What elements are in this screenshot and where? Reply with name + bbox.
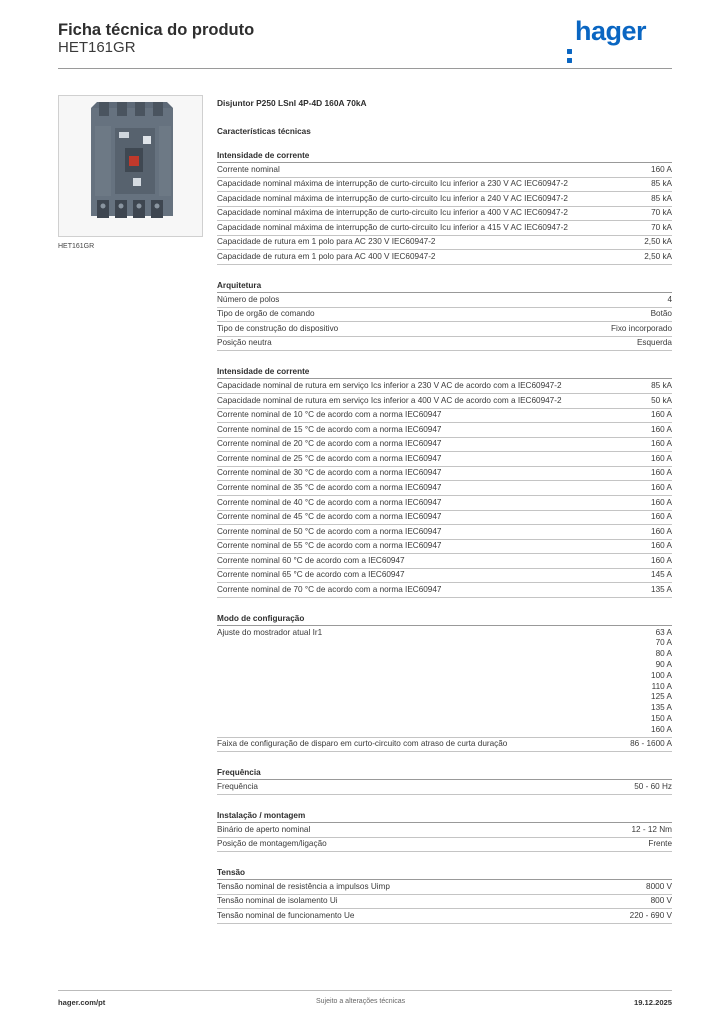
footer-date: 19.12.2025	[633, 998, 672, 1007]
spec-label: Corrente nominal 65 °C de acordo com a IEC60947	[217, 570, 405, 580]
spec-value	[651, 556, 672, 567]
section-title: Arquitetura	[217, 279, 672, 293]
spec-label: Capacidade nominal de rutura em serviço Ics inferior a 400 V AC de acordo com a IEC60947-2	[217, 395, 562, 405]
spec-value-item: 135 A	[651, 703, 672, 713]
spec-value	[651, 896, 672, 907]
spec-value-item: 85 kA	[651, 380, 672, 390]
spec-row	[217, 192, 672, 207]
spec-value-item: 85 kA	[651, 179, 672, 189]
spec-label: Corrente nominal de 70 °C de acordo com a norma IEC60947	[217, 585, 442, 595]
product-code: HET161GR	[58, 39, 136, 56]
spec-row	[217, 236, 672, 251]
spec-value	[651, 570, 672, 581]
spec-label: Capacidade nominal máxima de interrupção de curto-circuito Icu inferior a 240 V AC IEC60947-2	[217, 193, 568, 203]
spec-label: Corrente nominal de 55 °C de acordo com a norma IEC60947	[217, 541, 442, 551]
spec-value-item: 70 kA	[651, 208, 672, 218]
spec-row	[217, 511, 672, 526]
spec-value	[634, 782, 672, 793]
logo-text: hager	[575, 16, 647, 46]
spec-label: Faixa de configuração de disparo em curto-circuito com atraso de curta duração	[217, 739, 508, 749]
spec-row	[217, 583, 672, 598]
spec-row	[217, 163, 672, 178]
spec-label: Corrente nominal	[217, 164, 280, 174]
spec-value-item: 160 A	[651, 164, 672, 174]
product-name: Disjuntor P250 LSnI 4P-4D 160A 70kA	[217, 98, 367, 108]
spec-row	[217, 250, 672, 265]
spec-value-item: 70 A	[655, 638, 672, 648]
spec-value-item: 160 A	[651, 497, 672, 507]
spec-sections	[217, 149, 672, 924]
spec-value	[651, 396, 672, 407]
spec-value-item: 150 A	[651, 714, 672, 723]
spec-label: Capacidade nominal de rutura em serviço Ics inferior a 230 V AC de acordo com a IEC60947-2	[217, 380, 562, 390]
characteristics-title: Características técnicas	[217, 127, 311, 136]
spec-value-item: Botão	[650, 309, 672, 319]
spec-row	[217, 178, 672, 193]
spec-row	[217, 467, 672, 482]
spec-value-item: 85 kA	[651, 193, 672, 203]
spec-value	[648, 839, 672, 850]
spec-value	[644, 237, 672, 248]
spec-value-item: 160 A	[651, 453, 672, 463]
spec-row	[217, 481, 672, 496]
image-caption: HET161GR	[58, 243, 95, 250]
spec-section	[217, 809, 672, 852]
spec-value	[630, 911, 672, 922]
spec-value	[651, 179, 672, 190]
spec-row	[217, 569, 672, 584]
spec-value	[651, 410, 672, 421]
spec-content	[217, 96, 672, 924]
spec-value	[651, 483, 672, 494]
spec-label: Tensão nominal de isolamento Ui	[217, 896, 338, 906]
spec-section	[217, 279, 672, 351]
spec-value	[651, 512, 672, 523]
spec-value-item: 110 A	[651, 681, 672, 691]
section-title: Tensão	[217, 866, 672, 880]
spec-label: Número de polos	[217, 294, 280, 304]
spec-row	[217, 554, 672, 569]
footer-website[interactable]: hager.com/pt	[58, 998, 106, 1007]
spec-value	[651, 498, 672, 509]
spec-value	[651, 381, 672, 392]
spec-label: Capacidade nominal máxima de interrupção de curto-circuito Icu inferior a 415 V AC IEC60947-2	[217, 222, 568, 232]
spec-value-item: 63 A	[655, 627, 672, 637]
spec-label: Corrente nominal de 25 °C de acordo com a norma IEC60947	[217, 453, 442, 463]
spec-value	[651, 425, 672, 436]
spec-value-item: 8000 V	[646, 881, 672, 891]
spec-row	[217, 322, 672, 337]
spec-value-item: 160 A	[651, 424, 672, 434]
spec-value	[644, 252, 672, 263]
spec-value-item: 2,50 kA	[644, 237, 672, 247]
spec-value-item: 160 A	[651, 439, 672, 449]
spec-label: Corrente nominal de 50 °C de acordo com a norma IEC60947	[217, 526, 442, 536]
spec-value	[651, 194, 672, 205]
spec-value-item: 12 - 12 Nm	[631, 824, 672, 834]
spec-row	[217, 496, 672, 511]
spec-section	[217, 149, 672, 265]
spec-row	[217, 394, 672, 409]
spec-row	[217, 221, 672, 236]
spec-value-item: 70 kA	[651, 222, 672, 232]
spec-label: Corrente nominal de 15 °C de acordo com a norma IEC60947	[217, 424, 442, 434]
spec-value-item: Frente	[648, 839, 672, 849]
spec-value-item: 160 A	[651, 526, 672, 536]
spec-value	[651, 165, 672, 176]
spec-value	[651, 468, 672, 479]
spec-row	[217, 626, 672, 738]
spec-section	[217, 612, 672, 752]
spec-row	[217, 540, 672, 555]
spec-value	[651, 628, 672, 736]
section-title: Instalação / montagem	[217, 809, 672, 823]
spec-value	[667, 295, 672, 306]
spec-section	[217, 766, 672, 795]
spec-label: Tensão nominal de resistência a impulsos Uimp	[217, 881, 390, 891]
spec-value-item: 160 A	[651, 410, 672, 420]
spec-row	[217, 293, 672, 308]
spec-label: Corrente nominal de 20 °C de acordo com a norma IEC60947	[217, 439, 442, 449]
spec-value-item: 160 A	[651, 541, 672, 551]
spec-value	[646, 882, 672, 893]
spec-label: Ajuste do mostrador atual Ir1	[217, 627, 323, 637]
spec-row	[217, 423, 672, 438]
spec-label: Tipo de orgão de comando	[217, 309, 315, 319]
spec-value	[637, 338, 672, 349]
spec-label: Capacidade de rutura em 1 polo para AC 230 V IEC60947-2	[217, 237, 436, 247]
product-image	[58, 95, 203, 237]
spec-value	[651, 527, 672, 538]
spec-row	[217, 880, 672, 895]
spec-value-item: 160 A	[651, 468, 672, 478]
spec-value-item: Fixo incorporado	[611, 323, 672, 333]
spec-section	[217, 365, 672, 598]
spec-row	[217, 738, 672, 753]
spec-label: Binário de aperto nominal	[217, 824, 311, 834]
spec-value-item: 220 - 690 V	[629, 910, 672, 920]
spec-value	[651, 309, 672, 320]
spec-value-item: 125 A	[651, 692, 672, 702]
spec-label: Corrente nominal de 10 °C de acordo com a norma IEC60947	[217, 410, 442, 420]
spec-value-item: 90 A	[655, 660, 672, 670]
spec-row	[217, 207, 672, 222]
footer-divider	[58, 990, 672, 991]
spec-value-item: 80 A	[655, 649, 672, 659]
spec-row	[217, 452, 672, 467]
spec-label: Frequência	[217, 781, 258, 791]
spec-label: Corrente nominal de 45 °C de acordo com a norma IEC60947	[217, 512, 442, 522]
spec-value	[611, 324, 672, 335]
spec-label: Tensão nominal de funcionamento Ue	[217, 910, 355, 920]
spec-value	[632, 825, 673, 836]
footer-note: Sujeito a alterações técnicas	[316, 998, 406, 1005]
spec-value-item: 2,50 kA	[644, 252, 672, 262]
spec-row	[217, 379, 672, 394]
spec-row	[217, 823, 672, 838]
spec-value	[651, 223, 672, 234]
spec-value	[651, 454, 672, 465]
spec-value-item: 50 - 60 Hz	[634, 781, 672, 791]
spec-value	[651, 208, 672, 219]
spec-value-item: 160 A	[651, 512, 672, 522]
spec-label: Tipo de construção do dispositivo	[217, 323, 339, 333]
circuit-breaker-icon	[59, 96, 202, 236]
spec-value	[630, 739, 672, 750]
spec-value	[651, 585, 672, 596]
spec-value	[651, 439, 672, 450]
spec-row	[217, 895, 672, 910]
section-title: Intensidade de corrente	[217, 149, 672, 163]
hager-logo	[567, 16, 646, 47]
spec-row	[217, 780, 672, 795]
spec-value-item: 4	[667, 294, 672, 304]
header-divider	[58, 68, 672, 69]
spec-value-item: 100 A	[651, 670, 672, 680]
spec-label: Corrente nominal de 40 °C de acordo com a norma IEC60947	[217, 497, 442, 507]
spec-row	[217, 337, 672, 352]
spec-row	[217, 438, 672, 453]
page-title: Ficha técnica do produto	[58, 21, 255, 39]
spec-label: Corrente nominal de 35 °C de acordo com a norma IEC60947	[217, 483, 442, 492]
spec-value	[651, 541, 672, 552]
spec-row	[217, 525, 672, 540]
spec-value-item: 86 - 1600 A	[630, 739, 672, 749]
spec-row	[217, 838, 672, 853]
spec-label: Posição neutra	[217, 338, 272, 348]
section-title: Frequência	[217, 766, 672, 780]
section-title: Modo de configuração	[217, 612, 672, 626]
spec-value-item: 160 A	[651, 555, 672, 565]
spec-label: Corrente nominal 60 °C de acordo com a IEC60947	[217, 555, 405, 565]
spec-value-item: 160 A	[651, 724, 672, 734]
spec-row	[217, 308, 672, 323]
spec-value-item: 145 A	[651, 570, 672, 580]
spec-value-item: 135 A	[651, 585, 672, 595]
spec-label: Posição de montagem/ligação	[217, 839, 327, 849]
spec-section	[217, 866, 672, 924]
spec-value-item: Esquerda	[636, 338, 672, 348]
spec-label: Capacidade nominal máxima de interrupção de curto-circuito Icu inferior a 230 V AC IEC60947-2	[217, 179, 568, 189]
spec-label: Capacidade nominal máxima de interrupção de curto-circuito Icu inferior a 400 V AC IEC60947-2	[217, 208, 568, 218]
spec-row	[217, 409, 672, 424]
spec-value-item: 160 A	[651, 483, 672, 492]
spec-row	[217, 909, 672, 924]
spec-value-item: 50 kA	[651, 395, 672, 405]
spec-label: Capacidade de rutura em 1 polo para AC 400 V IEC60947-2	[217, 252, 436, 262]
section-title: Intensidade de corrente	[217, 365, 672, 379]
spec-value-item: 800 V	[650, 896, 672, 906]
spec-label: Corrente nominal de 30 °C de acordo com a norma IEC60947	[217, 468, 442, 478]
